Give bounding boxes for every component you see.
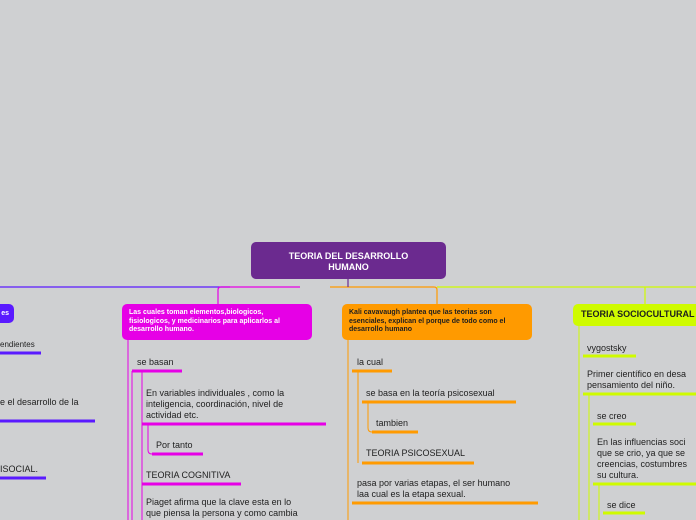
subtopic-purple-1[interactable]: se basan	[137, 357, 174, 367]
subtopic-lime-3[interactable]: se creo	[597, 411, 627, 421]
subtopic-lime-5[interactable]: se dice	[607, 500, 636, 510]
subtopic-orange-1[interactable]: la cual	[357, 357, 384, 367]
subtopic-purple-3[interactable]: Por tanto	[156, 440, 193, 450]
subtopic-blue-2[interactable]: e el desarrollo de la	[0, 397, 79, 407]
branch-orange-header[interactable]: Kali cavavaugh plantea que las teorias son esenciales, explican el porque de todo como el desarrollo humano	[342, 304, 532, 340]
subtopic-lime-4[interactable]: En las influencias soci que se crio, ya que se creencias, costumbres su cultura.	[597, 437, 688, 480]
subtopic-blue-1[interactable]: endientes	[0, 340, 35, 349]
root-topic[interactable]: TEORIA DEL DESARROLLO HUMANO	[251, 242, 446, 279]
branch-purple-header[interactable]: Las cuales toman elementos,biologicos, fisiologicos, y medicinarios para aplicarlos al desarrollo humano.	[122, 304, 312, 340]
connector-main-orange	[330, 287, 437, 304]
subtopic-purple-2[interactable]: En variables individuales , como la inteligencia, coordinación, nivel de actividad etc.	[146, 388, 285, 420]
subtopic-lime-1[interactable]: vygostsky	[587, 343, 627, 353]
subtopic-purple-4[interactable]: TEORIA COGNITIVA	[146, 470, 231, 480]
orange-sub-sub	[368, 402, 372, 432]
purple-sub-sub	[148, 424, 152, 454]
subtopic-purple-5[interactable]: Piaget afirma que la clave esta en lo que piensa la persona y como cambia	[146, 497, 298, 518]
subtopic-blue-3[interactable]: ISOCIAL.	[0, 464, 39, 474]
branch-blue-header[interactable]: es	[0, 304, 14, 323]
subtopic-orange-3[interactable]: tambien	[376, 418, 409, 428]
connector-main-purple	[218, 287, 300, 304]
subtopic-orange-2[interactable]: se basa en la teoría psicosexual	[366, 388, 495, 398]
subtopic-orange-5[interactable]: pasa por varias etapas, el ser humano laa cual es la etapa sexual.	[357, 478, 511, 499]
subtopic-lime-2[interactable]: Primer científico en desa pensamiento del niño.	[587, 369, 687, 390]
branch-lime-header[interactable]: TEORIA SOCIOCULTURAL	[573, 304, 696, 326]
subtopic-orange-4[interactable]: TEORIA PSICOSEXUAL	[366, 448, 466, 458]
